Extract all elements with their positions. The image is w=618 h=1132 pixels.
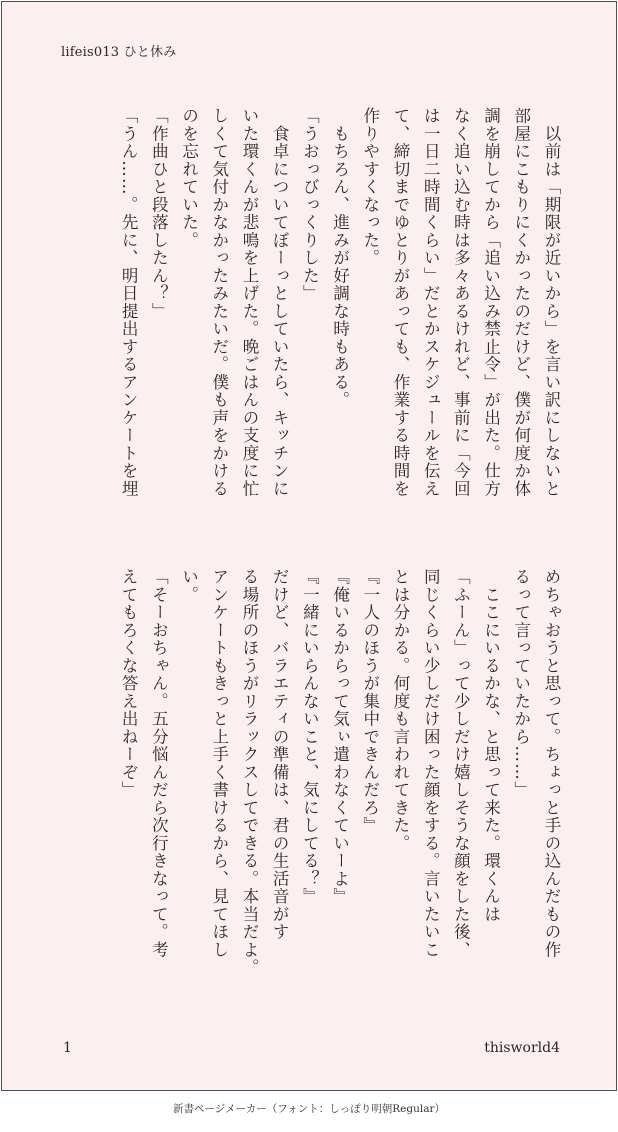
- text-block-upper: [58, 107, 566, 529]
- text-line: 「作曲ひと段落したん？」: [149, 107, 169, 320]
- text-line: 「うおっびっくりした」: [300, 107, 320, 303]
- page-header: lifeis013 ひと休み: [61, 45, 177, 60]
- text-line: 食卓についてぼーっとしていたら、キッチンに: [270, 107, 290, 498]
- text-line: 部屋にこもりにくかったのだけど、僕が何度か体: [511, 107, 531, 498]
- text-line: しくて気付かなかったみたいだ。僕も声をかける: [209, 107, 229, 498]
- text-line: 調を崩してから「追い込み禁止令」が出た。仕方: [481, 107, 501, 498]
- text-line: なく追い込む時は多々あるけれど、事前に「今回: [451, 107, 471, 498]
- text-line: めちゃおうと思って。ちょっと手の込んだもの作: [542, 568, 561, 959]
- text-line: 『一人のほうが集中できんだろ』: [360, 568, 380, 835]
- text-line: は一日二時間くらい」だとかスケジュールを伝え: [421, 107, 441, 498]
- text-line: とは分かる。何度も言われてきた。: [390, 568, 410, 852]
- text-block-lower: [58, 568, 566, 990]
- text-line: 以前は「期限が近いから」を言い訳にしないと: [542, 107, 561, 498]
- text-line: えてもろくな答え出ねーぞ」: [119, 568, 139, 799]
- text-line: るって言っていたから……」: [511, 568, 531, 799]
- text-line: もちろん、進みが好調な時もある。: [330, 107, 350, 409]
- text-line: 「ふーん」って少しだけ嬉しそうな顔をした後、: [451, 568, 471, 959]
- text-line: いた環くんが悲鳴を上げた。晩ごはんの支度に忙: [239, 107, 259, 498]
- text-line: のを忘れていた。: [179, 107, 199, 249]
- text-line: 『一緒にいらんないこと、気にしてる？』: [300, 568, 320, 906]
- text-line: る場所のほうがリラックスしてできる。本当だよ。: [239, 568, 259, 977]
- text-line: 『俺いるからって気ぃ遣わなくていーよ』: [330, 568, 350, 906]
- page-number: 1: [63, 1040, 72, 1056]
- text-line: ここにいるかな、と思って来た。環くんは: [481, 568, 501, 923]
- generator-caption: 新書ページメーカー（フォント：しっぽり明朝Regular）: [173, 1103, 445, 1115]
- text-line: 「そーおちゃん。五分悩んだら次行きなって。考: [149, 568, 169, 959]
- text-line: い。: [179, 568, 199, 604]
- text-line: 「うん……。先に、明日提出するアンケートを埋: [119, 107, 139, 498]
- text-line: だけど、バラエティの準備は、君の生活音がす: [270, 568, 290, 941]
- author-name: thisworld4: [484, 1040, 560, 1056]
- text-line: 同じくらい少しだけ困った顔をする。言いたいこ: [421, 568, 441, 959]
- text-line: て、締切までゆとりがあっても、作業する時間を: [390, 107, 410, 498]
- text-line: アンケートもきっと上手く書けるから、見てほし: [209, 568, 229, 959]
- text-line: 作りやすくなった。: [360, 107, 380, 267]
- book-page: [1, 1, 617, 1091]
